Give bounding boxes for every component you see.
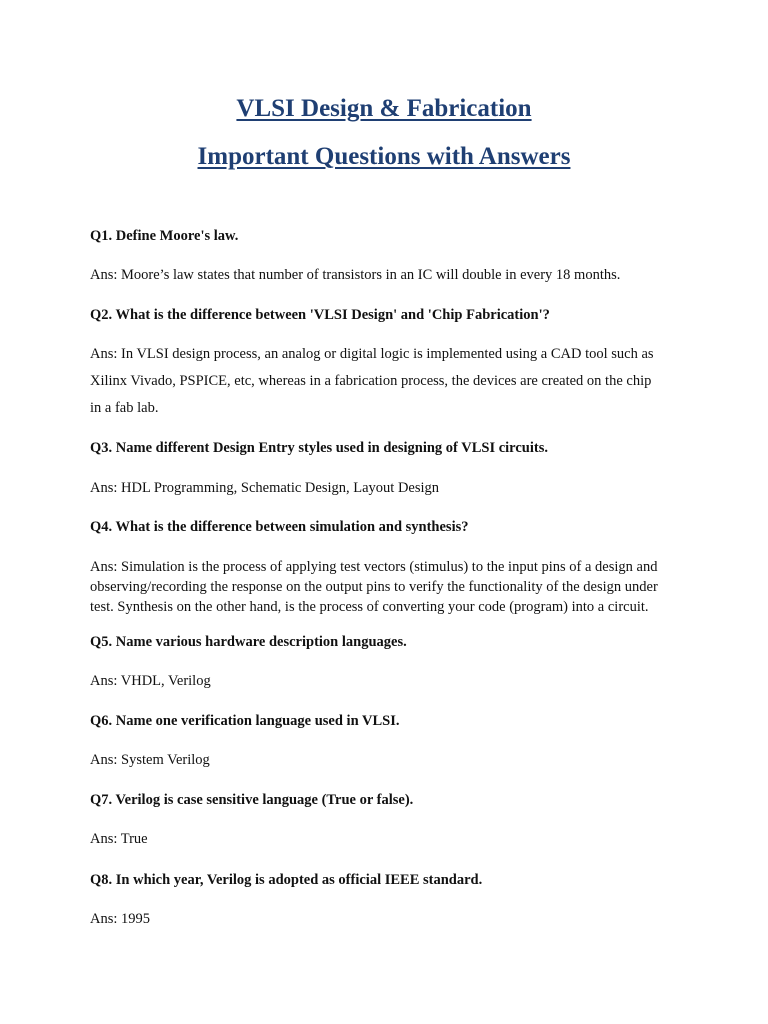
answer-5-line-1: Ans: VHDL, Verilog [90,673,211,689]
answer-2 [90,341,690,422]
answer-4-line-2: observing/recording the response on the output pins to verify the functionality of the design under [90,579,658,595]
answer-8-line-1: Ans: 1995 [90,911,151,927]
question-7: Q7. Verilog is case sensitive language (True or false). [90,792,414,808]
question-3: Q3. Name different Design Entry styles used in designing of VLSI circuits. [90,440,548,456]
question-6: Q6. Name one verification language used in VLSI. [90,713,400,729]
answer-4 [90,557,690,617]
question-2: Q2. What is the difference between 'VLSI Design' and 'Chip Fabrication'? [90,307,550,323]
answer-2-line-3: in a fab lab. [90,400,159,416]
answer-1 [90,266,690,284]
question-8: Q8. In which year, Verilog is adopted as official IEEE standard. [90,872,483,888]
question-4: Q4. What is the difference between simulation and synthesis? [90,519,469,535]
answer-7 [90,830,690,848]
document-subtitle: Important Questions with Answers [197,143,571,170]
answer-2-line-2: Xilinx Vivado, PSPICE, etc, whereas in a fabrication process, the devices are created on the chip [90,373,652,389]
question-1: Q1. Define Moore's law. [90,228,239,244]
answer-3 [90,479,690,497]
answer-6 [90,751,690,769]
answer-1-line-1: Ans: Moore’s law states that number of transistors in an IC will double in every 18 months. [90,267,621,283]
question-5: Q5. Name various hardware description languages. [90,634,407,650]
answer-4-line-3: test. Synthesis on the other hand, is the process of converting your code (program) into a circuit. [90,599,649,615]
answer-2-line-1: Ans: In VLSI design process, an analog or digital logic is implemented using a CAD tool such as [90,346,654,362]
answer-4-line-1: Ans: Simulation is the process of applying test vectors (stimulus) to the input pins of a design and [90,559,658,575]
answer-8 [90,910,690,928]
document-title: VLSI Design & Fabrication [236,95,532,122]
answer-6-line-1: Ans: System Verilog [90,752,210,768]
answer-5 [90,672,690,690]
answer-7-line-1: Ans: True [90,831,148,847]
answer-3-line-1: Ans: HDL Programming, Schematic Design, Layout Design [90,480,440,496]
